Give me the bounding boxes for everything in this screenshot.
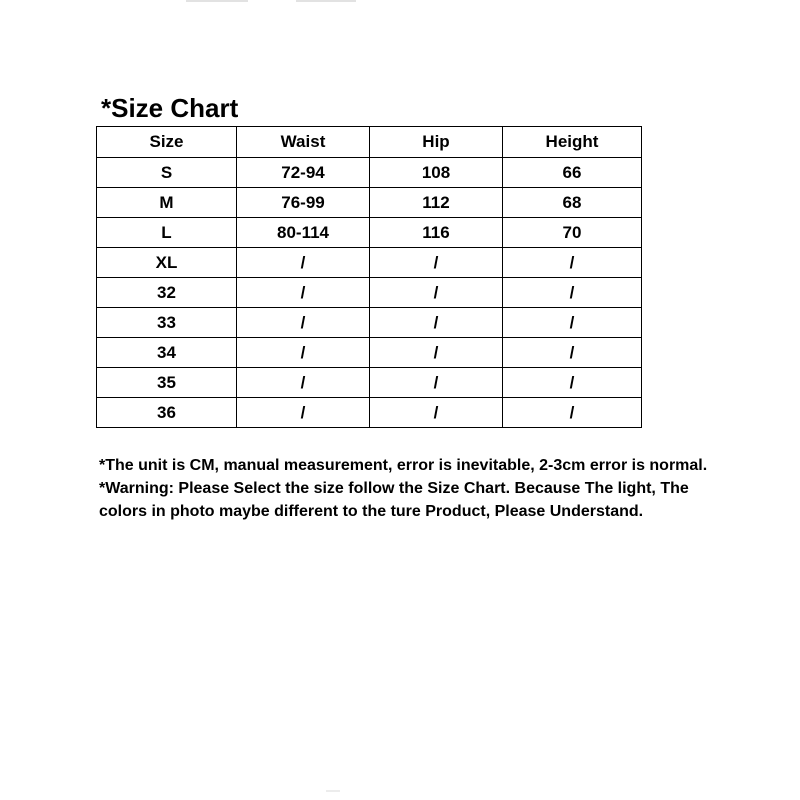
size-cell: 34 [97,338,237,368]
table-row [97,278,642,308]
table-header-row [97,127,642,158]
size-cell: L [97,218,237,248]
height-cell: / [503,338,642,368]
top-edge-fragment-right [296,0,356,2]
waist-cell: / [237,308,370,338]
waist-cell: 76-99 [237,188,370,218]
table-row [97,368,642,398]
table-row [97,218,642,248]
unit-note: *The unit is CM, manual measurement, error is inevitable, 2-3cm error is normal. [99,457,708,474]
header-height: Height [503,127,642,158]
height-cell: / [503,278,642,308]
waist-cell: 80-114 [237,218,370,248]
hip-cell: / [370,368,503,398]
height-cell: / [503,248,642,278]
hip-cell: 108 [370,158,503,188]
table-row [97,188,642,218]
header-waist: Waist [237,127,370,158]
hip-cell: 116 [370,218,503,248]
hip-cell: / [370,278,503,308]
waist-cell: / [237,248,370,278]
table-row [97,338,642,368]
height-cell: 70 [503,218,642,248]
hip-cell: / [370,308,503,338]
size-cell: XL [97,248,237,278]
size-cell: 36 [97,398,237,428]
size-cell: 35 [97,368,237,398]
table-row [97,308,642,338]
table-row [97,248,642,278]
waist-cell: 72-94 [237,158,370,188]
top-edge-fragment-left [186,0,248,2]
bottom-edge-fragment [326,790,340,792]
table-row [97,158,642,188]
hip-cell: 112 [370,188,503,218]
hip-cell: / [370,398,503,428]
notes-block [99,454,794,523]
height-cell: 68 [503,188,642,218]
header-size: Size [97,127,237,158]
waist-cell: / [237,368,370,398]
size-chart-title: *Size Chart [101,93,239,123]
header-hip: Hip [370,127,503,158]
table-row [97,398,642,428]
waist-cell: / [237,278,370,308]
hip-cell: / [370,338,503,368]
size-cell: M [97,188,237,218]
waist-cell: / [237,398,370,428]
height-cell: / [503,398,642,428]
size-cell: 33 [97,308,237,338]
size-table [96,126,642,428]
warning-note-line-1: *Warning: Please Select the size follow the Size Chart. Because The light, The [99,480,689,497]
waist-cell: / [237,338,370,368]
size-cell: S [97,158,237,188]
height-cell: / [503,368,642,398]
height-cell: 66 [503,158,642,188]
height-cell: / [503,308,642,338]
size-cell: 32 [97,278,237,308]
warning-note-line-2: colors in photo maybe different to the ture Product, Please Understand. [99,503,644,520]
hip-cell: / [370,248,503,278]
